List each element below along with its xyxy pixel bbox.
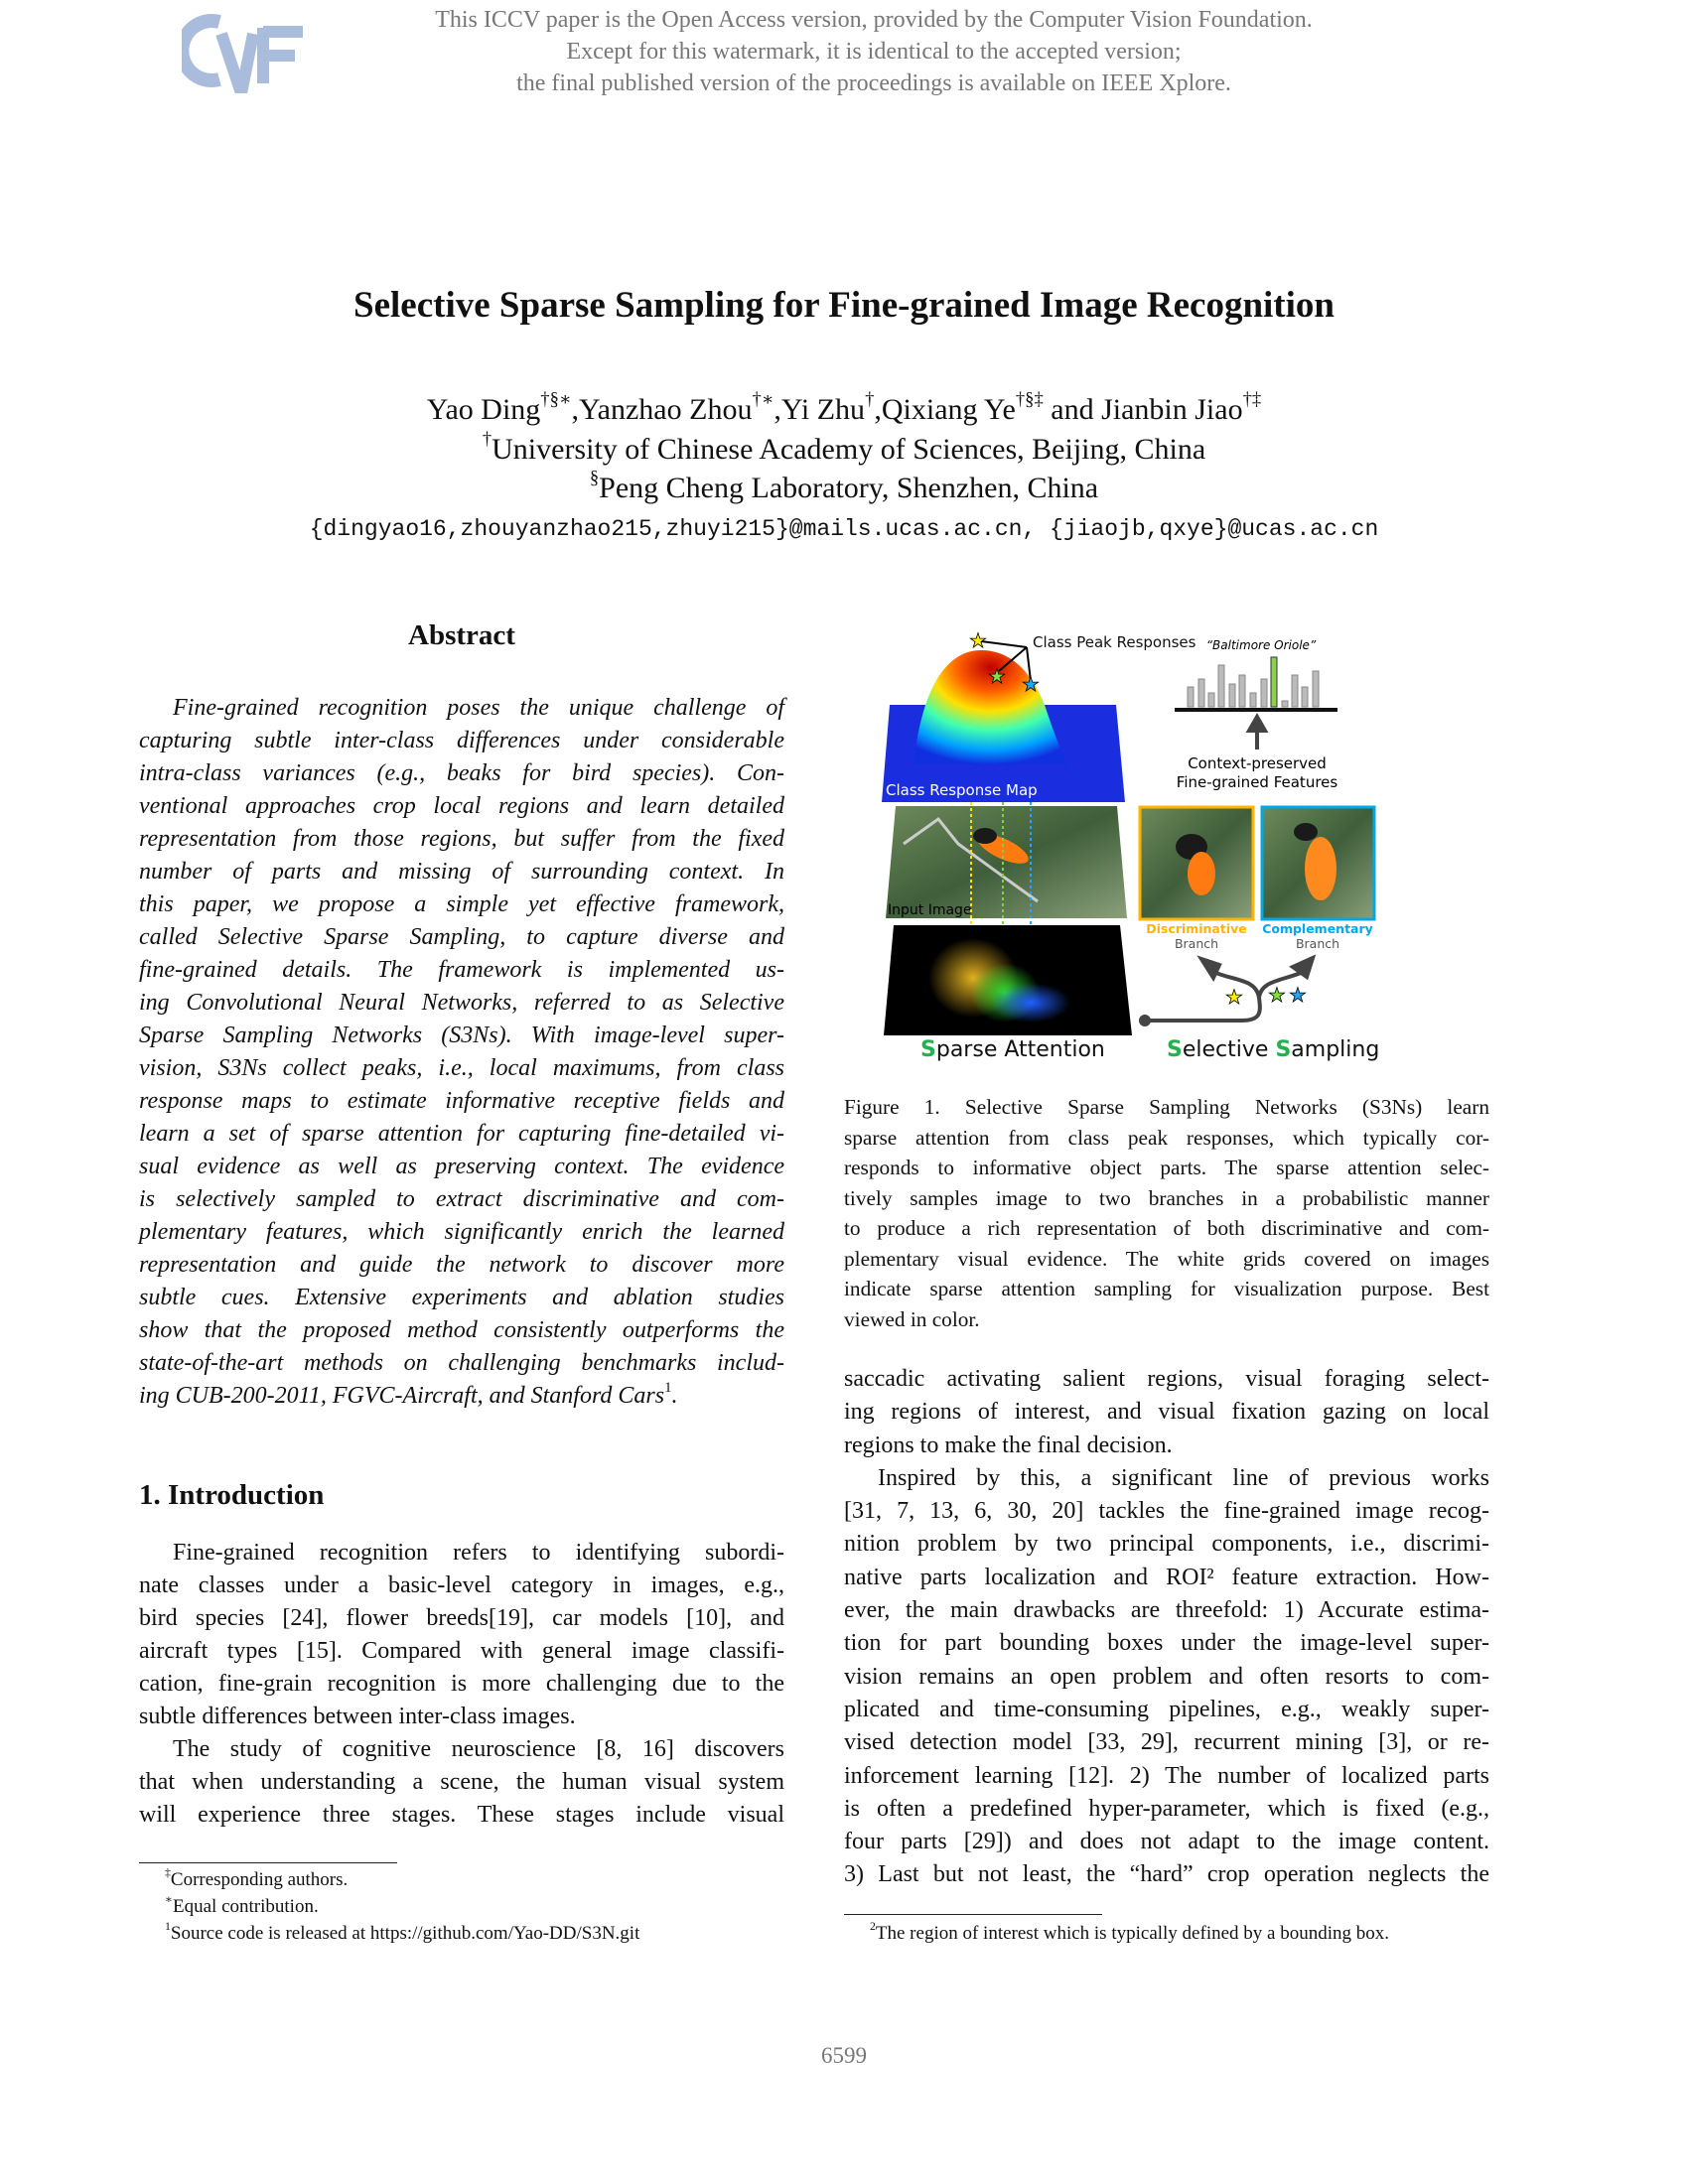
text-line	[844, 1495, 1489, 1528]
line-text: capturing subtle inter-class differences under considerable	[139, 728, 784, 753]
line-text: is often a predefined hyper-parameter, which is fixed (e.g.,	[844, 1795, 1489, 1822]
text-line	[139, 1118, 784, 1151]
star-yellow-icon: ★	[1225, 985, 1243, 1009]
footnote-text: Corresponding authors.	[170, 1869, 349, 1890]
author-mark: †∗	[752, 389, 774, 411]
branch-label: Branch	[1295, 936, 1340, 951]
star-yellow-icon: ★	[969, 628, 987, 652]
text-line	[844, 1627, 1489, 1660]
text-line	[844, 1594, 1489, 1627]
text-line	[139, 1183, 784, 1216]
text-line	[844, 1793, 1489, 1826]
star-green-icon: ★	[1268, 983, 1286, 1007]
line-text: will experience three stages. These stages include visual	[139, 1802, 784, 1828]
footnote-mark: ∗	[165, 1893, 173, 1907]
text-line	[844, 1304, 1489, 1335]
line-text: native parts localization and ROI² feature extraction. How-	[844, 1564, 1489, 1590]
line-text: representation and guide the network to discover more	[139, 1252, 784, 1278]
selective-sampling-title	[1167, 1037, 1379, 1062]
input-image	[886, 806, 1127, 918]
author-mark: †‡	[1242, 389, 1262, 411]
abstract-body	[139, 692, 784, 1413]
footnote-text: The region of interest which is typically defined by a bounding box.	[875, 1923, 1389, 1944]
watermark-line: the final published version of the proceedings is available on IEEE Xplore.	[516, 70, 1231, 96]
comp-label: Complementary	[1262, 921, 1373, 936]
line-text: plementary visual evidence. The white grids covered on images	[844, 1246, 1489, 1271]
text-line	[139, 725, 784, 757]
line-text: nition problem by two principal components, i.e., discrimi-	[844, 1531, 1489, 1558]
footnote[interactable]	[165, 1920, 639, 1947]
text-line	[139, 1151, 784, 1183]
footnote-mark: 1	[165, 1920, 171, 1934]
text-line	[844, 1528, 1489, 1561]
figure-1	[864, 606, 1479, 1072]
class-score-bars	[1175, 638, 1337, 791]
author-name: Yao Ding	[426, 393, 541, 426]
line-text: ing regions of interest, and visual fixation gazing on local	[844, 1399, 1489, 1426]
line-text: subtle differences between inter-class images.	[139, 1704, 576, 1729]
text-line	[139, 1282, 784, 1314]
author-emails: {dingyao16,zhouyanzhao215,zhuyi215}@mails.ucas.ac.cn, {jiaojb,qxye}@ucas.ac.cn	[309, 516, 1379, 542]
author-mark: †	[865, 389, 875, 411]
source-code-link[interactable]: Source code is released at https://github.com/Yao-DD/S3N.git	[170, 1923, 640, 1944]
line-text: sparse attention from class peak responses, which typically cor-	[844, 1125, 1489, 1150]
watermark-text	[377, 4, 1370, 99]
text-line	[844, 1858, 1489, 1891]
separator: ,	[774, 393, 781, 426]
line-text: to produce a rich representation of both discriminative and com-	[844, 1216, 1489, 1240]
complementary-branch-image	[1262, 807, 1374, 951]
author-name: Qixiang Ye	[881, 393, 1016, 426]
line-text: representation from those regions, but suffer from the fixed	[139, 826, 784, 852]
line-text: nate classes under a basic-level category in images, e.g.,	[139, 1572, 784, 1598]
text-line	[139, 856, 784, 888]
text-line	[139, 1602, 784, 1635]
text-line	[844, 1694, 1489, 1726]
line-text: The study of cognitive neuroscience [8, 16] discovers	[173, 1736, 784, 1762]
line-text: Fine-grained recognition refers to identifying subordi-	[173, 1540, 784, 1566]
footnote-mark: ‡	[165, 1866, 171, 1880]
page-number: 6599	[821, 2043, 867, 2068]
line-text: number of parts and missing of surrounding context. In	[139, 859, 784, 885]
discriminative-branch-image	[1140, 807, 1253, 951]
line-text: Sparse Sampling Networks (S3Ns). With image-level super-	[139, 1023, 784, 1048]
author-name: Yanzhao Zhou	[579, 393, 753, 426]
initial-letter: S	[1167, 1037, 1183, 1062]
line-text: plicated and time-consuming pipelines, e.g., weakly super-	[844, 1696, 1489, 1722]
author-mark: †§∗	[540, 389, 572, 411]
line-text: tively samples image to two branches in a probabilistic manner	[844, 1185, 1489, 1210]
line-text: fine-grained details. The framework is implemented us-	[139, 957, 784, 983]
punctuation: .	[671, 1383, 678, 1409]
text-line	[844, 1760, 1489, 1793]
author-list	[0, 389, 1688, 427]
line-text: called Selective Sparse Sampling, to capture diverse and	[139, 924, 784, 950]
text-line	[139, 1635, 784, 1668]
footnote	[165, 1893, 639, 1920]
line-text: cation, fine-grain recognition is more challenging due to the	[139, 1671, 784, 1697]
text-line	[139, 1216, 784, 1249]
sparse-attention-map	[884, 925, 1132, 1035]
text-line	[844, 1213, 1489, 1244]
title-rest: elective	[1182, 1037, 1276, 1062]
line-text: state-of-the-art methods on challenging benchmarks includ-	[139, 1350, 784, 1376]
footnote-text: Equal contribution.	[173, 1896, 319, 1917]
affiliation	[0, 468, 1688, 505]
author-name: Yi Zhu	[780, 393, 866, 426]
affiliation-mark: †	[482, 429, 492, 451]
line-text: 3) Last but not least, the “hard” crop operation neglects the	[844, 1861, 1489, 1888]
line-text: intra-class variances (e.g., beaks for bird species). Con-	[139, 760, 784, 786]
line-text: learn a set of sparse attention for capturing fine-detailed vi-	[139, 1121, 784, 1147]
line-text: ventional approaches crop local regions and learn detailed	[139, 793, 784, 819]
line-text: vision, S3Ns collect peaks, i.e., local maximums, from class	[139, 1055, 784, 1081]
text-line	[139, 1701, 784, 1733]
line-text: four parts [29]) and does not adapt to the image content.	[844, 1829, 1489, 1855]
line-text: ever, the main drawbacks are threefold: 1) Accurate estima-	[844, 1597, 1489, 1624]
text-line	[139, 823, 784, 856]
line-text: plementary features, which significantly enrich the learned	[139, 1219, 784, 1245]
text-line	[139, 692, 784, 725]
text-line	[139, 888, 784, 921]
text-line	[139, 1380, 784, 1413]
text-line	[139, 790, 784, 823]
peak-label: Class Peak Responses	[1033, 633, 1196, 651]
footnote	[870, 1920, 1389, 1947]
line-text: Figure 1. Selective Sparse Sampling Networks (S3Ns) learn	[844, 1095, 1489, 1119]
star-green-icon: ★	[988, 664, 1006, 688]
line-text: viewed in color.	[844, 1306, 980, 1331]
author-mark: †§‡	[1015, 389, 1044, 411]
line-text: Fine-grained recognition poses the unique challenge of	[173, 695, 784, 721]
text-line	[139, 987, 784, 1020]
text-line	[139, 1020, 784, 1052]
title-rest: parse Attention	[935, 1037, 1105, 1062]
line-text: this paper, we propose a simple yet effective framework,	[139, 891, 784, 917]
cvf-logo	[182, 14, 306, 98]
line-text: that when understanding a scene, the human visual system	[139, 1769, 784, 1795]
figure-caption	[844, 1092, 1489, 1334]
text-line	[139, 1052, 784, 1085]
text-line	[844, 1826, 1489, 1858]
text-line	[844, 1396, 1489, 1429]
text-line	[139, 1085, 784, 1118]
footnote-rule	[844, 1914, 1102, 1915]
footnote-mark: 2	[870, 1920, 876, 1934]
line-text: show that the proposed method consistently outperforms the	[139, 1317, 784, 1343]
text-line	[139, 1347, 784, 1380]
initial-letter: S	[920, 1037, 936, 1062]
text-line	[139, 1668, 784, 1701]
text-line	[139, 1733, 784, 1766]
text-line	[844, 1274, 1489, 1304]
text-line	[139, 954, 784, 987]
separator: ,	[571, 393, 580, 426]
line-text: regions to make the final decision.	[844, 1432, 1173, 1458]
line-text: bird species [24], flower breeds[19], car models [10], and	[139, 1605, 784, 1631]
affiliation	[0, 429, 1688, 467]
watermark-line: Except for this watermark, it is identical to the accepted version;	[566, 39, 1182, 65]
text-line	[139, 1570, 784, 1602]
author-name: Jianbin Jiao	[1101, 393, 1243, 426]
line-text: responds to informative object parts. The sparse attention selec-	[844, 1156, 1489, 1179]
line-text: vision remains an open problem and often resorts to com-	[844, 1663, 1489, 1690]
text-line	[844, 1092, 1489, 1123]
text-line	[139, 1766, 784, 1799]
line-text: inforcement learning [12]. 2) The number of localized parts	[844, 1762, 1489, 1789]
line-text: vised detection model [33, 29], recurrent mining [3], or re-	[844, 1729, 1489, 1756]
line-text: ing Convolutional Neural Networks, referred to as Selective	[139, 990, 784, 1016]
line-text: subtle cues. Extensive experiments and ablation studies	[139, 1285, 784, 1310]
line-text: saccadic activating salient regions, visual foraging select-	[844, 1366, 1489, 1392]
right-column-body	[844, 1363, 1489, 1892]
line-text: sual evidence as well as preserving context. The evidence	[139, 1154, 784, 1179]
intro-heading: 1. Introduction	[139, 1479, 325, 1511]
input-label: Input Image	[888, 902, 972, 918]
watermark-line: This ICCV paper is the Open Access version, provided by the Computer Vision Foundation.	[435, 7, 1313, 33]
text-line	[844, 1123, 1489, 1154]
footnotes-left	[165, 1866, 639, 1947]
separator: and	[1043, 393, 1102, 426]
affiliation-mark: §	[589, 468, 600, 489]
line-text: tion for part bounding boxes under the image-level super-	[844, 1630, 1489, 1657]
features-label-2: Fine-grained Features	[1176, 773, 1338, 791]
initial-letter: S	[1275, 1037, 1292, 1062]
disc-label: Discriminative	[1146, 921, 1247, 936]
text-line	[844, 1183, 1489, 1214]
text-line	[844, 1363, 1489, 1396]
sparse-attention-title	[920, 1037, 1105, 1062]
line-text: aircraft types [15]. Compared with general image classifi-	[139, 1638, 784, 1664]
affiliation-text: Peng Cheng Laboratory, Shenzhen, China	[599, 472, 1099, 504]
text-line	[139, 1249, 784, 1282]
text-line	[844, 1430, 1489, 1462]
line-text: response maps to estimate informative receptive fields and	[139, 1088, 784, 1114]
branch-label: Branch	[1174, 936, 1219, 951]
star-blue-icon: ★	[1289, 983, 1307, 1007]
text-line	[844, 1153, 1489, 1183]
text-line	[844, 1726, 1489, 1759]
text-line	[844, 1462, 1489, 1495]
footnote-ref[interactable]: 1	[664, 1379, 672, 1396]
text-line	[844, 1661, 1489, 1694]
affiliation-text: University of Chinese Academy of Sciences, Beijing, China	[492, 433, 1206, 466]
text-line	[139, 1799, 784, 1832]
title-rest: ampling	[1291, 1037, 1380, 1062]
line-text: Inspired by this, a significant line of previous works	[878, 1464, 1489, 1491]
footnote-rule	[139, 1862, 397, 1863]
text-line	[139, 757, 784, 790]
features-label-1: Context-preserved	[1188, 754, 1327, 772]
paper-title: Selective Sparse Sampling for Fine-grained Image Recognition	[353, 285, 1335, 326]
separator: ,	[874, 393, 882, 426]
line-text: [31, 7, 13, 6, 30, 20] tackles the fine-grained image recog-	[844, 1498, 1489, 1525]
line-text: ing CUB-200-2011, FGVC-Aircraft, and Stanford Cars	[139, 1383, 665, 1409]
text-line	[139, 1537, 784, 1570]
text-line	[844, 1244, 1489, 1275]
line-text: indicate sparse attention sampling for visualization purpose. Best	[844, 1277, 1489, 1300]
text-line	[139, 1314, 784, 1347]
class-name-label: “Baltimore Oriole”	[1205, 638, 1317, 652]
abstract-heading: Abstract	[408, 619, 515, 651]
text-line	[139, 921, 784, 954]
text-line	[844, 1562, 1489, 1594]
footnote	[165, 1866, 639, 1893]
star-blue-icon: ★	[1022, 672, 1040, 696]
intro-body	[139, 1537, 784, 1832]
crm-label: Class Response Map	[886, 781, 1038, 799]
line-text: is selectively sampled to extract discriminative and com-	[139, 1186, 784, 1212]
